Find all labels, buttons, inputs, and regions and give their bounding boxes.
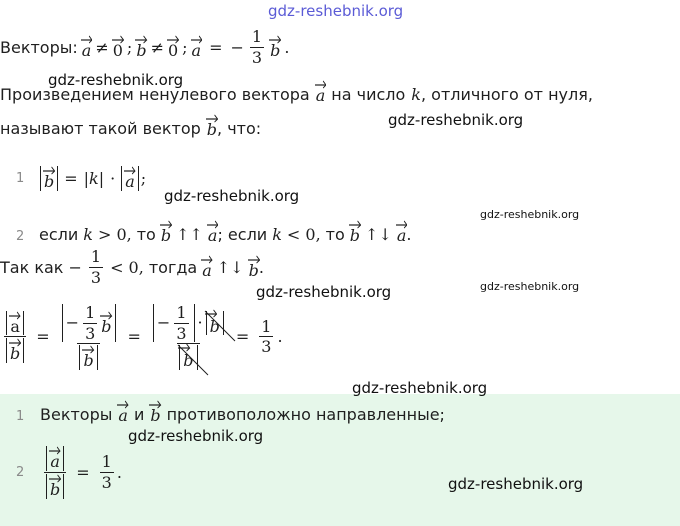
watermark: gdz-reshebnik.org	[256, 283, 392, 301]
vector-a: a	[192, 35, 202, 59]
fraction-one-third: $\frac{1}{3}$	[251, 27, 263, 67]
definition-line-1: Произведением ненулевого вектора a на число k , отличного от нуля,	[0, 80, 593, 104]
abs-a: a	[121, 166, 139, 191]
watermark: gdz-reshebnik.org	[128, 427, 264, 445]
fraction-one-third: $\frac{1}{3}$	[101, 452, 112, 492]
vector-a: a	[118, 400, 128, 424]
watermark: gdz-reshebnik.org	[48, 71, 184, 89]
abs-b: b	[40, 166, 58, 191]
fraction-one-third: $\frac{1}{3}$	[90, 247, 102, 287]
vector-b: b	[207, 114, 217, 138]
vector-b: b	[150, 400, 160, 424]
conclusion-line: Так как − $\frac{1}{3}$ < 0, тогда a ↑↓ b .	[0, 247, 264, 287]
vector-a: a	[316, 80, 326, 104]
vector-a: a	[202, 255, 212, 279]
ratio-a-over-b: $\frac{a}{b}$	[44, 446, 66, 499]
vector-b: b	[350, 220, 360, 244]
watermark-top: gdz-reshebnik.org	[268, 2, 404, 20]
vector-b: b	[270, 35, 280, 59]
vector-b: b	[136, 35, 146, 59]
watermark: gdz-reshebnik.org	[164, 187, 300, 205]
watermark: gdz-reshebnik.org	[480, 280, 580, 293]
ratio-equation: $\frac{a}{b}$ = − $\frac{1}{3}$ b b = − $\frac{1}{3}$ · b b = $\frac{1}{3}$ .	[2, 304, 283, 370]
vector-zero: 0	[113, 35, 123, 59]
ratio-a-over-b: $\frac{a}{b}$	[4, 311, 26, 364]
vector-b: b	[249, 255, 259, 279]
given-label: Векторы:	[0, 37, 78, 57]
definition-line-2: называют такой вектор b , что:	[0, 114, 261, 138]
ratio-step-3: − $\frac{1}{3}$ · b b	[151, 304, 226, 370]
watermark: gdz-reshebnik.org	[448, 475, 584, 493]
vector-b: b	[161, 220, 171, 244]
fraction-one-third: $\frac{1}{3}$	[261, 316, 272, 357]
answer-1: 1 Векторы a и b противоположно направленные;	[16, 400, 445, 424]
watermark: gdz-reshebnik.org	[352, 379, 488, 397]
ratio-step-2: − $\frac{1}{3}$ b b	[60, 304, 118, 370]
watermark: gdz-reshebnik.org	[388, 111, 524, 129]
vector-a: a	[82, 35, 92, 59]
cancelled-b: b	[179, 345, 197, 370]
given-line: Векторы: a ≠ 0 ; b ≠ 0 ; a = − $\frac{1}{3}$ b .	[0, 27, 290, 67]
abs-k: |k|	[83, 168, 105, 188]
property-1: 1 b = |k| · a ;	[16, 166, 146, 191]
vector-a: a	[397, 220, 407, 244]
property-2: 2 если k > 0, то b ↑↑ a ; если k < 0, то b ↑↓ a .	[16, 220, 411, 244]
watermark: gdz-reshebnik.org	[480, 208, 580, 221]
cancelled-b: b	[206, 311, 224, 336]
vector-zero: 0	[168, 35, 178, 59]
answer-2: 2 $\frac{a}{b}$ = $\frac{1}{3}$ .	[16, 446, 122, 499]
vector-a: a	[208, 220, 218, 244]
